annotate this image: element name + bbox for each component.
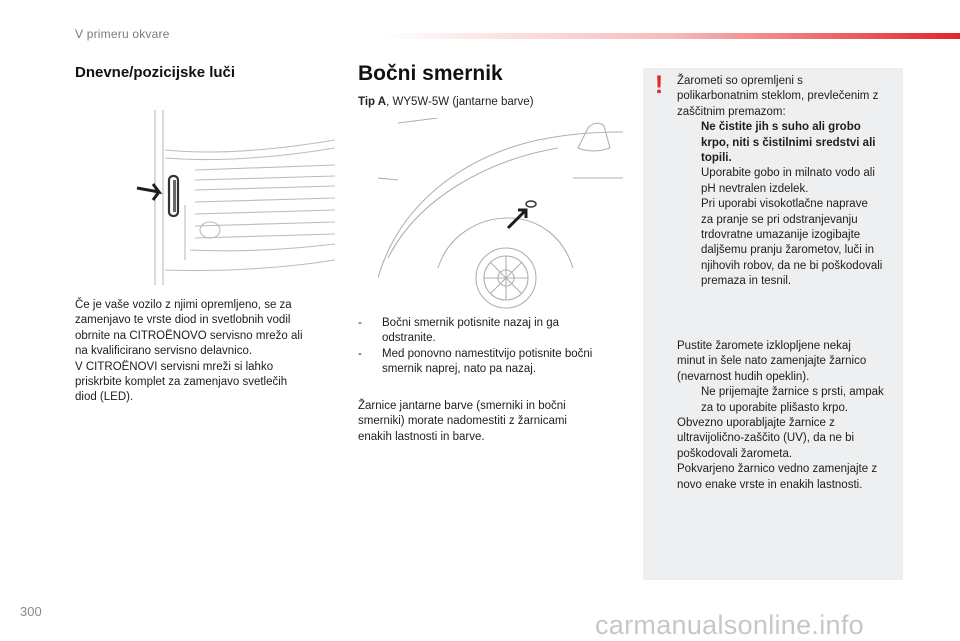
list-dash: -	[358, 317, 362, 329]
warning-line: zaščitnim premazom:	[677, 105, 786, 118]
bumper-drl-illustration	[135, 110, 335, 290]
daytime-lights-paragraph	[75, 298, 335, 406]
bullet-line: Pri uporabi visokotlačne naprave	[701, 198, 868, 211]
section-heading-daytime-lights: Dnevne/pozicijske luči	[75, 64, 236, 81]
bulb-type-label: Tip A	[358, 96, 387, 108]
warning-bullet	[677, 166, 899, 197]
warning-bullet	[677, 120, 899, 166]
watermark: carmanualsonline.info	[595, 610, 864, 640]
paragraph-line: zamenjavo te vrste diod in svetlobnih vodil	[75, 314, 291, 327]
page-header-title: V primeru okvare	[75, 27, 170, 41]
step-line: Med ponovno namestitvijo potisnite bočni	[382, 347, 593, 360]
paragraph-line: V CITROËNOVI servisni mreži si lahko	[75, 360, 274, 373]
bullet-line: njihovih robov, da ne bi poškodovali	[701, 259, 883, 272]
paragraph-line: diod (LED).	[75, 391, 134, 404]
section-heading-side-indicator: Bočni smernik	[358, 62, 503, 85]
paragraph-line: obrnite na CITROËNOVO servisno mrežo ali	[75, 329, 303, 342]
warning-line: Obvezno uporabljajte žarnice z	[677, 417, 835, 430]
step-line: smernik naprej, nato pa nazaj.	[382, 363, 537, 376]
bullet-line: za pranje se pri odstranjevanju	[701, 213, 858, 226]
bullet-line: Ne čistite jih s suho ali grobo	[701, 121, 861, 134]
warning-line: Žarometi so opremljeni s	[677, 75, 803, 87]
warning-line: Pustite žaromete izklopljene nekaj	[677, 340, 851, 352]
bullet-line: za to uporabite plišasto krpo.	[701, 401, 849, 414]
paragraph-line: na kvalificirano servisno delavnico.	[75, 345, 253, 358]
bulb-type-spec: , WY5W-5W (jantarne barve)	[386, 96, 534, 108]
page-number: 300	[20, 604, 42, 619]
step-line: Bočni smernik potisnite nazaj in ga	[382, 317, 560, 329]
warning-bullet	[677, 197, 899, 289]
bullet-line: topili.	[701, 152, 732, 165]
note-line: smerniki) morate nadomestiti z žarnicami	[358, 415, 567, 428]
side-indicator-steps	[358, 316, 623, 378]
bulb-type-line	[358, 96, 534, 108]
header-accent-bar	[380, 33, 960, 39]
bullet-line: daljšemu pranju žarometov, luči in	[701, 244, 875, 257]
bullet-line: premaza in tesnil.	[701, 275, 792, 288]
list-item	[358, 316, 623, 347]
warning-line: (nevarnost hudih opeklin).	[677, 370, 810, 383]
warning-line: ultravijolično-zaščito (UV), da ne bi	[677, 432, 855, 445]
note-line: enakih lastnosti in barve.	[358, 430, 485, 443]
note-line: Žarnice jantarne barve (smerniki in bočni	[358, 400, 566, 412]
warning-line: minut in šele nato zamenjajte žarnico	[677, 355, 867, 368]
amber-bulb-note	[358, 399, 618, 445]
warning-line: polikarbonatnim steklom, prevlečenim z	[677, 90, 879, 103]
warning-line: novo enake vrste in enakih lastnosti.	[677, 478, 863, 491]
bullet-line: krpo, niti s čistilnimi sredstvi ali	[701, 136, 876, 149]
bullet-line: Ne prijemajte žarnice s prsti, ampak	[701, 386, 884, 399]
warning-bullet	[677, 385, 899, 416]
warning-line: poškodovali žarometa.	[677, 447, 793, 460]
step-line: odstranite.	[382, 332, 436, 345]
bullet-line: trdovratne umazanije izogibajte	[701, 229, 861, 242]
paragraph-line: priskrbite komplet za zamenjavo svetlečih	[75, 376, 288, 389]
side-indicator-illustration	[378, 118, 623, 310]
warning-text-block	[677, 74, 899, 290]
warning-line: Pokvarjeno žarnico vedno zamenjajte z	[677, 463, 878, 476]
paragraph-line: Če je vaše vozilo z njimi opremljeno, se za	[75, 299, 292, 311]
bullet-line: pH nevtralen izdelek.	[701, 182, 809, 195]
list-item	[358, 347, 623, 378]
warning-text-block-2	[677, 339, 899, 493]
exclamation-icon: !	[654, 71, 664, 99]
list-dash: -	[358, 347, 362, 360]
bullet-line: Uporabite gobo in milnato vodo ali	[701, 167, 875, 180]
